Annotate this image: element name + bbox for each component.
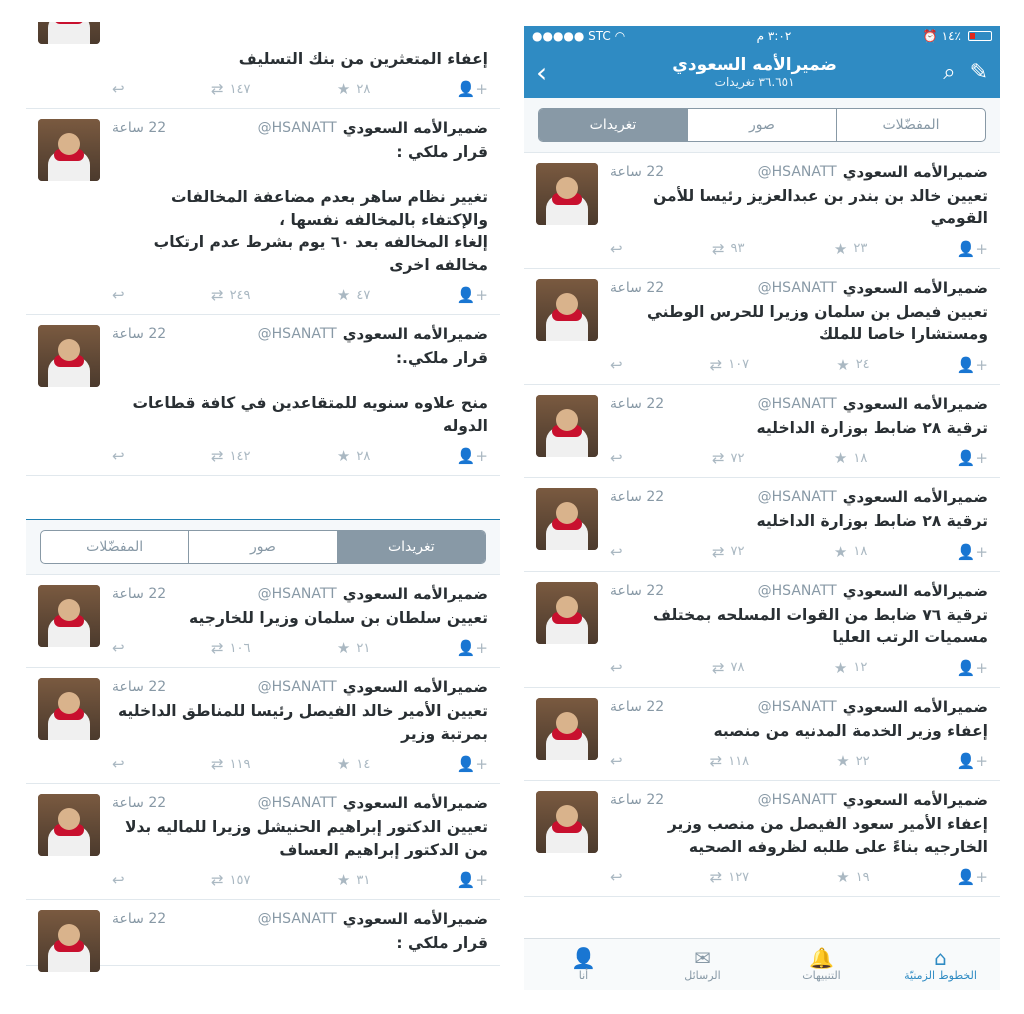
retweet-button[interactable]: [712, 543, 745, 561]
favorite-count: ١٤: [356, 756, 371, 772]
tweet-timestamp: 22 ساعة: [112, 326, 167, 343]
reply-icon: ↩: [610, 658, 623, 677]
retweet-icon: ⇄: [711, 658, 725, 677]
follow-user-icon: 👤+: [956, 355, 988, 374]
reply-button[interactable]: [610, 449, 623, 467]
avatar[interactable]: [536, 279, 598, 341]
reply-icon: ↩: [610, 752, 623, 771]
tweet-text: تعيين فيصل بن سلمان وزيرا للحرس الوطني ومستشارا خاصا للملك: [646, 302, 988, 344]
tweet[interactable]: [524, 478, 1000, 571]
tweet-text: قرار ملكي : تغيير نظام ساهر بعدم مضاعفة المخالفات والإكتفاء بالمخالفه نفسها ، إلغاء المخالفه بعد ٦٠ يوم بشرط عدم ارتكاب مخالفه اخرى: [153, 143, 488, 274]
tweet-timestamp: 22 ساعة: [610, 164, 665, 180]
tweet-header: [610, 488, 988, 506]
tweet-timestamp: 22 ساعة: [610, 792, 665, 809]
retweet-button[interactable]: [712, 449, 745, 467]
favorite-count: ٢٨: [356, 448, 371, 464]
retweet-icon: ⇄: [709, 868, 723, 887]
person-icon: 👤: [571, 946, 596, 970]
search-icon[interactable]: ⌕: [943, 59, 956, 85]
author-name: ضميرالأمه السعودي: [842, 278, 988, 297]
tweet-text: تعيين الدكتور إبراهيم الحنيشل وزيرا للماليه بدلا من الدكتور إبراهيم العساف: [124, 818, 488, 859]
star-icon: ★: [336, 755, 351, 774]
follow-button[interactable]: [957, 240, 988, 258]
reply-button[interactable]: [112, 286, 125, 304]
reply-button[interactable]: [610, 868, 623, 886]
favorite-count: ٢٢: [855, 753, 870, 769]
follow-button[interactable]: [457, 639, 488, 657]
author-handle: @HSANATT: [757, 279, 837, 296]
retweet-count: ١٠٦: [229, 640, 251, 656]
tab-favorites[interactable]: المفضّلات: [86, 539, 144, 555]
tweet-timestamp: 22 ساعة: [112, 120, 167, 137]
tab-favorites[interactable]: المفضّلات: [836, 109, 985, 141]
follow-button[interactable]: [457, 755, 488, 773]
reply-icon: ↩: [112, 755, 125, 774]
star-icon: ★: [836, 752, 850, 771]
avatar[interactable]: [536, 163, 598, 225]
tweet-header: [610, 791, 988, 809]
tweet-timestamp: 22 ساعة: [112, 911, 167, 928]
reply-icon: ↩: [610, 542, 623, 561]
compose-icon[interactable]: ✎: [969, 59, 988, 85]
tab-bar: [524, 938, 1000, 990]
tweet[interactable]: [524, 688, 1000, 781]
follow-user-icon: 👤+: [956, 658, 988, 677]
retweet-button[interactable]: [211, 447, 251, 465]
tweet[interactable]: [524, 385, 1000, 478]
retweet-button[interactable]: [710, 752, 750, 770]
tab-label: أنا: [578, 969, 589, 982]
tweet-list: [26, 575, 500, 966]
tweet-text: إعفاء وزير الخدمة المدنيه من منصبه: [713, 721, 988, 740]
author-handle: @HSANATT: [757, 395, 837, 412]
tweet[interactable]: [26, 575, 500, 668]
author-handle: @HSANATT: [757, 698, 837, 715]
tweet-text: قرار ملكي.: منح علاوه سنويه للمتقاعدين في كافة قطاعات الدوله: [132, 349, 488, 435]
avatar[interactable]: [536, 582, 598, 644]
favorite-button[interactable]: [337, 80, 370, 98]
retweet-count: ٩٣: [730, 241, 745, 257]
profile-name: ضميرالأمه السعودي: [672, 55, 837, 75]
tab-tweets[interactable]: تغريدات: [539, 109, 687, 141]
reply-icon: ↩: [112, 286, 125, 305]
reply-button[interactable]: [610, 356, 623, 374]
reply-icon: ↩: [112, 447, 125, 466]
star-icon: ★: [336, 80, 351, 99]
favorite-count: ١٨: [853, 544, 868, 560]
follow-user-icon: 👤+: [956, 868, 988, 887]
avatar[interactable]: [536, 791, 598, 853]
tweet[interactable]: [26, 315, 500, 476]
wifi-icon: ◠: [614, 29, 626, 43]
tab-photos[interactable]: صور: [188, 531, 336, 563]
tweet-header: [112, 678, 488, 696]
tweet-header: [112, 325, 488, 343]
retweet-button[interactable]: [211, 286, 251, 304]
retweet-button[interactable]: [710, 356, 750, 374]
tweet-author: [258, 794, 488, 812]
battery-icon: [968, 31, 992, 41]
retweet-button[interactable]: [712, 240, 745, 258]
bell-icon: 🔔: [809, 946, 834, 970]
tweet-timestamp: 22 ساعة: [610, 489, 665, 506]
follow-button[interactable]: [457, 447, 488, 465]
favorite-count: ٢٤: [855, 357, 870, 373]
tweet-author: [758, 163, 988, 181]
retweet-icon: ⇄: [711, 542, 725, 561]
author-name: ضميرالأمه السعودي: [342, 678, 488, 697]
tweet-actions: [112, 871, 488, 889]
author-handle: @HSANATT: [257, 795, 337, 812]
tweet-actions: [112, 639, 488, 657]
author-name: ضميرالأمه السعودي: [342, 910, 488, 929]
tweet-header: [610, 163, 988, 181]
tab-messages[interactable]: [643, 939, 762, 990]
favorite-button[interactable]: [337, 871, 370, 889]
retweet-count: ٧٢: [730, 450, 745, 466]
retweet-icon: ⇄: [210, 447, 224, 466]
nav-bar: [524, 46, 1000, 98]
nav-actions: [943, 60, 988, 85]
retweet-icon: ⇄: [210, 871, 224, 890]
tweet-text: ترقية ٢٨ ضابط بوزارة الداخليه: [756, 512, 988, 531]
tweet[interactable]: [26, 784, 500, 900]
retweet-icon: ⇄: [709, 355, 723, 374]
timeline-left-top: [26, 22, 500, 502]
status-bar: [524, 26, 1000, 46]
avatar[interactable]: [38, 325, 100, 387]
author-handle: @HSANATT: [257, 326, 337, 343]
favorite-button[interactable]: [836, 356, 869, 374]
favorite-button[interactable]: [834, 543, 867, 561]
segmented-control-wrap: [524, 98, 1000, 153]
tweet-header: [610, 698, 988, 716]
tweet-header: [112, 794, 488, 812]
tweet-text: تعيين سلطان بن سلمان وزيرا للخارجيه: [189, 609, 488, 627]
follow-user-icon: 👤+: [456, 871, 488, 890]
tweet-count: ٣٦.٦٥١ تغريدات: [714, 75, 795, 89]
avatar[interactable]: [38, 794, 100, 856]
tab-timelines[interactable]: [881, 939, 1000, 990]
author-name: ضميرالأمه السعودي: [842, 394, 988, 413]
avatar[interactable]: [38, 22, 100, 44]
tweet-author: [258, 119, 488, 137]
tweet[interactable]: [524, 781, 1000, 897]
favorite-button[interactable]: [337, 447, 370, 465]
back-chevron-icon[interactable]: ‹: [536, 55, 548, 89]
nav-title-block: [566, 55, 943, 89]
tweet-actions: [112, 755, 488, 773]
author-handle: @HSANATT: [257, 911, 337, 928]
follow-button[interactable]: [957, 752, 988, 770]
retweet-button[interactable]: [712, 659, 745, 677]
author-name: ضميرالأمه السعودي: [842, 697, 988, 716]
tab-me[interactable]: [524, 939, 643, 990]
reply-icon: ↩: [610, 449, 623, 468]
envelope-icon: ✉: [694, 946, 711, 970]
author-name: ضميرالأمه السعودي: [342, 325, 488, 344]
retweet-button[interactable]: [211, 639, 251, 657]
reply-icon: ↩: [610, 355, 623, 374]
tweet-author: [258, 910, 488, 928]
follow-user-icon: 👤+: [456, 447, 488, 466]
tweet[interactable]: [524, 572, 1000, 688]
tweet-timestamp: 22 ساعة: [610, 698, 665, 715]
tweet-header: [112, 119, 488, 137]
retweet-count: ١٥٧: [229, 872, 251, 888]
tweet-list: [524, 153, 1000, 897]
tweet-timestamp: 22 ساعة: [610, 582, 665, 599]
tab-photos[interactable]: صور: [687, 109, 836, 141]
tweet-actions: [610, 240, 988, 258]
tweet-author: [758, 698, 988, 716]
author-name: ضميرالأمه السعودي: [842, 581, 988, 600]
tweet-timestamp: 22 ساعة: [112, 679, 167, 696]
follow-user-icon: 👤+: [456, 286, 488, 305]
segmented-control-wrap: [26, 520, 500, 575]
star-icon: ★: [836, 868, 850, 887]
retweet-count: ١٤٢: [229, 448, 251, 464]
follow-user-icon: 👤+: [956, 449, 988, 468]
tweet-actions: [112, 286, 488, 304]
retweet-button[interactable]: [211, 80, 251, 98]
follow-user-icon: 👤+: [456, 755, 488, 774]
reply-icon: ↩: [112, 871, 125, 890]
favorite-count: ٤٧: [356, 287, 371, 303]
favorite-count: ٢١: [356, 640, 371, 656]
segmented-control: [40, 530, 486, 564]
reply-button[interactable]: [610, 659, 623, 677]
tweet-header: [610, 279, 988, 297]
tweet-actions: [112, 80, 488, 98]
tweet-text: تعيين خالد بن بندر بن عبدالعزيز رئيسا للأمن القومي: [653, 187, 988, 228]
author-handle: @HSANATT: [757, 792, 837, 809]
author-name: ضميرالأمه السعودي: [842, 791, 988, 810]
retweet-icon: ⇄: [709, 752, 723, 771]
author-handle: @HSANATT: [757, 582, 837, 599]
favorite-count: ١٨: [853, 450, 868, 466]
favorite-button[interactable]: [337, 286, 370, 304]
tweet-author: [758, 279, 988, 297]
tweet[interactable]: [26, 109, 500, 315]
tweet-header: [610, 395, 988, 413]
tweet-text: ترقية ٢٨ ضابط بوزارة الداخليه: [756, 418, 988, 437]
author-handle: @HSANATT: [257, 679, 337, 696]
reply-button[interactable]: [610, 752, 623, 770]
retweet-button[interactable]: [211, 755, 251, 773]
avatar[interactable]: [536, 698, 598, 760]
favorite-count: ١٩: [855, 869, 870, 885]
author-handle: @HSANATT: [257, 120, 337, 137]
tweet-actions: [610, 356, 988, 374]
retweet-count: ١٢٧: [728, 869, 750, 885]
author-name: ضميرالأمه السعودي: [342, 794, 488, 813]
follow-button[interactable]: [957, 356, 988, 374]
tweet-header: [112, 910, 488, 928]
favorite-count: ١٢: [853, 660, 868, 676]
reply-icon: ↩: [610, 868, 623, 887]
retweet-icon: ⇄: [711, 239, 725, 258]
retweet-count: ٢٤٩: [229, 287, 251, 303]
tweet[interactable]: [26, 22, 500, 109]
tweet-text: ترقية ٧٦ ضابط من القوات المسلحه بمختلف مسميات الرتب العليا: [653, 605, 988, 647]
reply-icon: ↩: [610, 239, 623, 258]
star-icon: ★: [836, 355, 850, 374]
tweet-author: [758, 791, 988, 809]
tweet-header: [610, 582, 988, 600]
favorite-button[interactable]: [836, 752, 869, 770]
star-icon: ★: [833, 449, 848, 468]
avatar[interactable]: [38, 119, 100, 181]
retweet-count: ٧٢: [730, 544, 745, 560]
retweet-icon: ⇄: [210, 80, 224, 99]
reply-button[interactable]: [112, 447, 125, 465]
tab-label: التنبيهات: [802, 969, 841, 982]
avatar[interactable]: [536, 488, 598, 550]
tweet-author: [258, 325, 488, 343]
favorite-button[interactable]: [337, 755, 370, 773]
avatar[interactable]: [38, 678, 100, 740]
follow-user-icon: 👤+: [956, 542, 988, 561]
follow-button[interactable]: [457, 80, 488, 98]
follow-user-icon: 👤+: [456, 80, 488, 99]
star-icon: ★: [833, 239, 848, 258]
favorite-count: ٢٣: [853, 241, 868, 257]
tweet-author: [258, 678, 488, 696]
tweet-header: [112, 585, 488, 603]
battery-label: ١٤٪: [941, 29, 961, 43]
favorite-count: ٢٨: [356, 81, 371, 97]
tweet[interactable]: [524, 269, 1000, 385]
retweet-button[interactable]: [710, 868, 750, 886]
tweet-actions: [610, 449, 988, 467]
tweet-actions: [610, 659, 988, 677]
reply-button[interactable]: [610, 543, 623, 561]
tab-tweets[interactable]: تغريدات: [337, 531, 485, 563]
tweet-actions: [610, 752, 988, 770]
author-name: ضميرالأمه السعودي: [842, 488, 988, 507]
tab-label: الرسائل: [684, 969, 721, 982]
author-name: ضميرالأمه السعودي: [342, 119, 488, 138]
tweet-actions: [610, 868, 988, 886]
star-icon: ★: [833, 542, 848, 561]
tweet-text: إعفاء الأمير سعود الفيصل من منصب وزير الخارجيه بناءً على طلبه لظروفه الصحيه: [667, 815, 988, 856]
tweet-text: قرار ملكي :: [396, 934, 488, 953]
carrier-label: ●●●●● STC: [532, 29, 611, 43]
favorite-button[interactable]: [834, 449, 867, 467]
tab-notifications[interactable]: [762, 939, 881, 990]
tweet-author: [758, 582, 988, 600]
favorite-button[interactable]: [834, 659, 867, 677]
tweet[interactable]: [524, 153, 1000, 269]
tweet-timestamp: 22 ساعة: [112, 586, 167, 602]
tweet-timestamp: 22 ساعة: [112, 795, 167, 812]
follow-button[interactable]: [457, 286, 488, 304]
follow-user-icon: 👤+: [456, 639, 488, 658]
alarm-icon: ⏰: [922, 29, 938, 43]
reply-icon: ↩: [112, 80, 125, 99]
tweet[interactable]: [26, 668, 500, 784]
follow-button[interactable]: [957, 449, 988, 467]
retweet-count: ١٤٧: [229, 81, 251, 97]
avatar[interactable]: [38, 585, 100, 647]
tweet-text: تعيين الأمير خالد الفيصل رئيسا للمناطق الداخليه بمرتبة وزير: [117, 702, 488, 743]
clock: ٣:٠٢ م: [756, 29, 792, 43]
tweet-author: [758, 488, 988, 506]
reply-icon: ↩: [112, 639, 125, 658]
author-name: ضميرالأمه السعودي: [842, 163, 988, 181]
timeline-left-bottom: [26, 520, 500, 990]
home-icon: ⌂: [934, 946, 947, 970]
follow-button[interactable]: [457, 871, 488, 889]
tweet-timestamp: 22 ساعة: [610, 395, 665, 412]
follow-user-icon: 👤+: [956, 239, 988, 258]
retweet-icon: ⇄: [711, 449, 725, 468]
author-handle: @HSANATT: [257, 586, 337, 602]
retweet-count: ٧٨: [730, 660, 745, 676]
follow-button[interactable]: [957, 543, 988, 561]
star-icon: ★: [336, 286, 351, 305]
tweet-author: [258, 585, 488, 603]
tweet-actions: [112, 447, 488, 465]
avatar[interactable]: [38, 910, 100, 972]
favorite-button[interactable]: [337, 639, 370, 657]
retweet-count: ١١٩: [229, 756, 251, 772]
favorite-count: ٣١: [356, 872, 371, 888]
tweet-author: [758, 395, 988, 413]
star-icon: ★: [336, 447, 351, 466]
avatar[interactable]: [536, 395, 598, 457]
tweet-actions: [610, 543, 988, 561]
retweet-icon: ⇄: [210, 639, 224, 658]
tweet-text: إعفاء المتعثرين من بنك التسليف: [238, 50, 488, 68]
author-handle: @HSANATT: [757, 489, 837, 506]
retweet-button[interactable]: [211, 871, 251, 889]
tab-label: الخطوط الزمنيّة: [904, 969, 977, 982]
segmented-control: [538, 108, 986, 142]
author-name: ضميرالأمه السعودي: [342, 585, 488, 603]
reply-button[interactable]: [112, 871, 125, 889]
follow-button[interactable]: [957, 868, 988, 886]
tweet[interactable]: [26, 900, 500, 965]
reply-button[interactable]: [610, 240, 623, 258]
reply-button[interactable]: [112, 755, 125, 773]
timeline-right: [524, 26, 1000, 990]
retweet-icon: ⇄: [210, 755, 224, 774]
retweet-count: ١١٨: [728, 753, 750, 769]
favorite-button[interactable]: [836, 868, 869, 886]
star-icon: ★: [336, 639, 351, 658]
follow-button[interactable]: [957, 659, 988, 677]
retweet-count: ١٠٧: [728, 357, 750, 373]
star-icon: ★: [833, 658, 848, 677]
favorite-button[interactable]: [834, 240, 867, 258]
follow-user-icon: 👤+: [956, 752, 988, 771]
reply-button[interactable]: [112, 639, 125, 657]
reply-button[interactable]: [112, 80, 125, 98]
author-handle: @HSANATT: [757, 164, 837, 180]
tweet-timestamp: 22 ساعة: [610, 279, 665, 296]
star-icon: ★: [336, 871, 351, 890]
retweet-icon: ⇄: [210, 286, 224, 305]
